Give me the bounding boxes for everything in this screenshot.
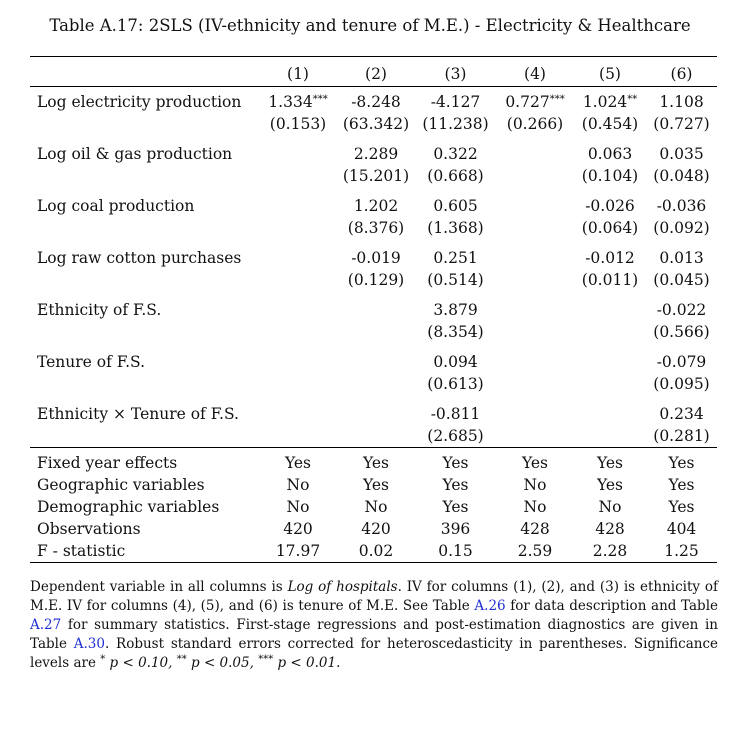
row-spacer xyxy=(30,187,717,195)
standard-error-row xyxy=(30,425,717,448)
standard-error-cell: (15.201) xyxy=(342,167,410,185)
coefficient-value: -8.248 xyxy=(351,93,401,111)
coefficient-value: 1.202 xyxy=(353,197,399,215)
coefficient-cell xyxy=(646,351,717,373)
statistic-label: Demographic variables xyxy=(37,498,220,516)
standard-error-row xyxy=(30,217,717,239)
coefficient-cell xyxy=(646,299,717,321)
coefficient-value: 0.605 xyxy=(433,197,478,215)
coefficient-cell xyxy=(259,143,337,165)
standard-error-cell xyxy=(337,373,415,395)
statistic-value: 428 xyxy=(520,520,550,538)
coefficient-cell xyxy=(496,91,574,113)
significance-stars: *** xyxy=(312,94,328,105)
standard-error-cell: (0.095) xyxy=(653,375,710,393)
statistic-value: Yes xyxy=(668,498,695,516)
coefficient-value: 0.035 xyxy=(659,145,704,163)
standard-error-cell: (0.727) xyxy=(653,115,710,133)
coefficient-cell xyxy=(496,299,574,321)
coefficient-value: -0.079 xyxy=(656,353,707,371)
statistic-row xyxy=(30,496,717,518)
statistic-value: Yes xyxy=(668,476,695,494)
coefficient-row xyxy=(30,351,717,373)
standard-error-row xyxy=(30,113,717,135)
coefficient-value: 1.108 xyxy=(659,93,704,111)
coefficient-cell xyxy=(496,403,574,425)
column-header: (3) xyxy=(444,64,467,83)
statistic-value: Yes xyxy=(442,476,469,494)
coefficient-value: 3.879 xyxy=(433,301,478,319)
coefficient-cell xyxy=(259,91,337,113)
coefficient-value: -0.026 xyxy=(585,197,635,215)
standard-error-cell: (0.566) xyxy=(653,323,710,341)
standard-error-cell xyxy=(496,321,574,343)
standard-error-cell: (0.129) xyxy=(347,271,405,289)
standard-error-cell: (0.092) xyxy=(653,219,710,237)
coefficient-value: 0.727 xyxy=(505,93,550,111)
coefficient-cell xyxy=(496,143,574,165)
standard-error-cell: (0.266) xyxy=(506,115,564,133)
coefficient-cell xyxy=(574,247,646,269)
statistic-value: Yes xyxy=(362,454,389,472)
standard-error-cell xyxy=(574,373,646,395)
coefficient-cell xyxy=(496,195,574,217)
standard-error-cell xyxy=(574,321,646,343)
standard-error-cell: (0.281) xyxy=(653,427,710,445)
statistic-value: 0.15 xyxy=(438,542,473,560)
statistic-value: No xyxy=(286,476,310,494)
coefficient-cell xyxy=(574,299,646,321)
coefficient-row xyxy=(30,143,717,165)
coefficient-cell xyxy=(646,91,717,113)
row-spacer xyxy=(30,239,717,247)
standard-error-cell: (0.064) xyxy=(581,219,639,237)
coefficient-value: 0.322 xyxy=(433,145,478,163)
standard-error-cell: (0.048) xyxy=(653,167,710,185)
coefficient-cell xyxy=(415,195,496,217)
statistic-row xyxy=(30,518,717,540)
statistic-row xyxy=(30,474,717,496)
note-text-2: . IV for columns (1), (2), and (3) is ethnicity of M.E. IV for columns (4), (5), and (6) is tenure of M.E. See Table xyxy=(30,579,719,614)
coefficient-cell xyxy=(415,351,496,373)
coefficient-value: 1.024 xyxy=(582,93,628,111)
standard-error-cell: (11.238) xyxy=(422,115,489,133)
standard-error-cell: (0.668) xyxy=(427,167,484,185)
coefficient-cell xyxy=(415,247,496,269)
coefficient-value: -0.022 xyxy=(656,301,707,319)
column-header: (4) xyxy=(524,64,546,83)
standard-error-cell: (8.376) xyxy=(347,219,405,237)
coefficient-cell xyxy=(259,403,337,425)
standard-error-cell xyxy=(496,425,574,448)
header-row xyxy=(30,61,717,87)
standard-error-cell: (0.011) xyxy=(581,271,639,289)
standard-error-cell xyxy=(259,165,337,187)
standard-error-row xyxy=(30,373,717,395)
coefficient-cell xyxy=(574,143,646,165)
statistic-value: No xyxy=(598,498,622,516)
standard-error-cell: (0.104) xyxy=(581,167,639,185)
coefficient-cell xyxy=(415,143,496,165)
standard-error-cell xyxy=(574,425,646,448)
note-text-4: for summary statistics. First-stage regressions and post-estimation diagnostics are given in Table xyxy=(30,617,718,652)
coefficient-cell xyxy=(574,195,646,217)
statistic-label: Fixed year effects xyxy=(37,454,178,472)
standard-error-cell: (2.685) xyxy=(427,427,484,445)
standard-error-cell: (1.368) xyxy=(427,219,484,237)
standard-error-cell xyxy=(496,165,574,187)
variable-label: Log coal production xyxy=(37,197,195,215)
standard-error-cell: (0.613) xyxy=(427,375,484,393)
coefficient-cell xyxy=(259,299,337,321)
coefficient-cell xyxy=(415,91,496,113)
statistic-value: 420 xyxy=(283,520,313,538)
star-1: * xyxy=(100,654,106,665)
coefficient-row xyxy=(30,91,717,113)
standard-error-cell: (0.153) xyxy=(269,115,327,133)
statistic-value: 428 xyxy=(595,520,625,538)
standard-error-cell xyxy=(259,269,337,291)
coefficient-row xyxy=(30,247,717,269)
coefficient-value: 0.234 xyxy=(659,405,704,423)
coefficient-cell xyxy=(337,91,415,113)
note-text-5: . Robust standard errors corrected for heteroscedasticity in parentheses. Significance levels are xyxy=(30,636,718,671)
coefficient-value: 0.013 xyxy=(659,249,704,267)
column-header: (1) xyxy=(287,64,309,83)
coefficient-cell xyxy=(646,195,717,217)
coefficient-value: 2.289 xyxy=(353,145,399,163)
standard-error-cell: (0.454) xyxy=(581,115,639,133)
coefficient-value: -0.019 xyxy=(351,249,401,267)
statistic-value: 1.25 xyxy=(664,542,699,560)
statistic-value: No xyxy=(523,498,547,516)
statistic-row xyxy=(30,452,717,474)
coefficient-cell xyxy=(574,91,646,113)
coefficient-cell xyxy=(496,351,574,373)
standard-error-cell: (8.354) xyxy=(427,323,484,341)
statistic-value: No xyxy=(364,498,388,516)
coefficient-cell xyxy=(259,351,337,373)
coefficient-value: -4.127 xyxy=(430,93,481,111)
coefficient-cell xyxy=(337,195,415,217)
standard-error-cell xyxy=(259,425,337,448)
coefficient-value: 0.094 xyxy=(433,353,478,371)
row-spacer xyxy=(30,395,717,403)
statistic-value: Yes xyxy=(596,476,623,494)
coefficient-cell xyxy=(574,351,646,373)
se-label-blank xyxy=(30,113,259,135)
statistic-value: Yes xyxy=(668,454,695,472)
coefficient-value: -0.012 xyxy=(585,249,635,267)
standard-error-cell xyxy=(259,373,337,395)
statistic-label: Geographic variables xyxy=(37,476,205,494)
table-ref-a30-link[interactable]: A.30 xyxy=(73,636,105,652)
se-label-blank xyxy=(30,425,259,448)
coefficient-cell xyxy=(259,247,337,269)
variable-label: Ethnicity of F.S. xyxy=(37,301,162,319)
table-caption: Table A.17: 2SLS (IV-ethnicity and tenure of M.E.) - Electricity & Healthcare xyxy=(49,16,691,35)
statistic-value: Yes xyxy=(442,454,469,472)
coefficient-cell xyxy=(337,247,415,269)
row-spacer xyxy=(30,343,717,351)
statistic-value: Yes xyxy=(442,498,469,516)
se-label-blank xyxy=(30,373,259,395)
statistic-value: Yes xyxy=(521,454,548,472)
statistic-value: 396 xyxy=(440,520,471,538)
standard-error-cell: (0.514) xyxy=(427,271,484,289)
standard-error-row xyxy=(30,269,717,291)
coefficient-cell xyxy=(337,143,415,165)
coefficient-row xyxy=(30,299,717,321)
table-ref-a27-link[interactable]: A.27 xyxy=(30,617,62,633)
coefficient-cell xyxy=(496,247,574,269)
sig-level-3: p < 0.01. xyxy=(273,655,341,671)
coefficient-cell xyxy=(646,143,717,165)
header-blank xyxy=(30,61,259,87)
star-3: *** xyxy=(258,654,274,665)
statistic-label: F - statistic xyxy=(37,542,126,560)
table-ref-a26-link[interactable]: A.26 xyxy=(474,598,506,614)
column-header: (6) xyxy=(670,64,693,83)
table-footnote xyxy=(30,578,718,673)
se-label-blank xyxy=(30,321,259,343)
standard-error-cell: (63.342) xyxy=(342,115,410,133)
statistic-value: No xyxy=(286,498,310,516)
statistic-value: Yes xyxy=(284,454,311,472)
coefficient-value: -0.811 xyxy=(430,405,481,423)
coefficient-cell xyxy=(646,247,717,269)
star-2: ** xyxy=(176,654,187,665)
sig-level-1: p < 0.10, xyxy=(105,655,177,671)
coefficient-cell xyxy=(415,299,496,321)
statistic-value: 420 xyxy=(361,520,391,538)
coefficient-cell xyxy=(415,403,496,425)
coefficient-cell xyxy=(259,195,337,217)
column-header: (2) xyxy=(365,64,387,83)
coefficient-cell xyxy=(337,403,415,425)
coefficient-row xyxy=(30,195,717,217)
variable-label: Log raw cotton purchases xyxy=(37,249,242,267)
dependent-variable: Log of hospitals xyxy=(287,579,398,595)
statistic-value: 0.02 xyxy=(358,542,394,560)
statistic-label: Observations xyxy=(37,520,141,538)
statistic-value: 2.59 xyxy=(517,542,553,560)
variable-label: Ethnicity × Tenure of F.S. xyxy=(37,405,239,423)
standard-error-cell xyxy=(337,321,415,343)
standard-error-cell xyxy=(496,217,574,239)
variable-label: Log oil & gas production xyxy=(37,145,233,163)
se-label-blank xyxy=(30,217,259,239)
bottom-rule xyxy=(30,563,717,566)
regression-table xyxy=(30,56,717,565)
statistic-value: 2.28 xyxy=(592,542,628,560)
column-header: (5) xyxy=(599,64,621,83)
coefficient-value: -0.036 xyxy=(656,197,707,215)
coefficient-value: 0.063 xyxy=(587,145,633,163)
significance-stars: *** xyxy=(549,94,565,105)
se-label-blank xyxy=(30,269,259,291)
note-text-1: Dependent variable in all columns is xyxy=(30,579,288,595)
sig-level-2: p < 0.05, xyxy=(186,655,259,671)
statistic-value: No xyxy=(523,476,547,494)
standard-error-row xyxy=(30,165,717,187)
coefficient-cell xyxy=(574,403,646,425)
statistic-value: Yes xyxy=(362,476,389,494)
statistic-value: 17.97 xyxy=(275,542,321,560)
se-label-blank xyxy=(30,165,259,187)
row-spacer xyxy=(30,135,717,143)
statistic-value: Yes xyxy=(596,454,623,472)
coefficient-value: 0.251 xyxy=(433,249,478,267)
variable-label: Log electricity production xyxy=(37,93,242,111)
standard-error-cell xyxy=(496,269,574,291)
coefficient-value: 1.334 xyxy=(268,93,313,111)
standard-error-cell xyxy=(259,217,337,239)
statistic-value: 404 xyxy=(666,520,697,538)
note-text-3: for data description and Table xyxy=(505,598,719,614)
variable-label: Tenure of F.S. xyxy=(37,353,146,371)
standard-error-cell xyxy=(496,373,574,395)
row-spacer xyxy=(30,291,717,299)
coefficient-cell xyxy=(337,299,415,321)
significance-stars: ** xyxy=(627,94,638,105)
coefficient-row xyxy=(30,403,717,425)
coefficient-cell xyxy=(337,351,415,373)
statistic-row xyxy=(30,540,717,563)
standard-error-row xyxy=(30,321,717,343)
standard-error-cell xyxy=(259,321,337,343)
standard-error-cell xyxy=(337,425,415,448)
coefficient-cell xyxy=(646,403,717,425)
standard-error-cell: (0.045) xyxy=(653,271,710,289)
